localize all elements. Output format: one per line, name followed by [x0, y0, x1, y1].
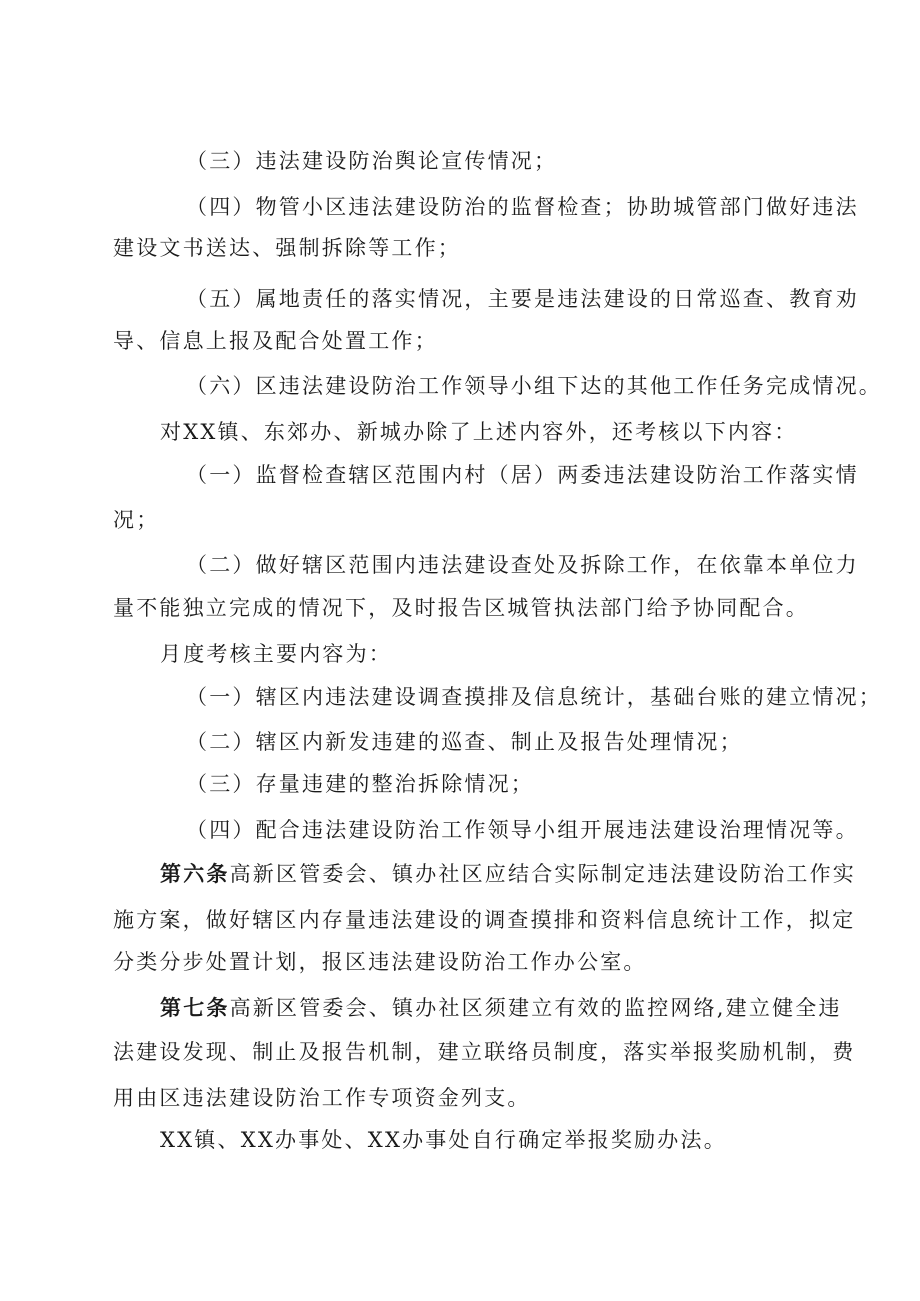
article-6-line-1: [160, 860, 856, 888]
article-6-line-3: 分类分步处置计划，报区违法建设防治工作办公室。: [113, 950, 647, 974]
article-7-line-2: 法建设发现、制止及报告机制，建立联络员制度，落实举报奖励机制，费: [113, 1040, 856, 1064]
paragraph-line: （四）配合违法建设防治工作领导小组开展违法建设治理情况等。: [186, 818, 859, 842]
closing-line: XX镇、XX办事处、XX办事处自行确定举报奖励办法。: [160, 1128, 727, 1152]
paragraph-line: （三）违法建设防治舆论宣传情况；: [186, 149, 558, 173]
article-6-text: 高新区管委会、镇办社区应结合实际制定违法建设防治工作实: [229, 862, 857, 886]
paragraph-line: （一）辖区内违法建设调查摸排及信息统计，基础台账的建立情况；: [186, 685, 882, 709]
article-7-text: 高新区管委会、镇办社区须建立有效的监控网络,建立健全违: [229, 996, 842, 1020]
paragraph-line: 况；: [113, 508, 160, 532]
paragraph-line: （二）辖区内新发违建的巡查、制止及报告处理情况；: [186, 730, 743, 754]
article-7-label: 第七条: [160, 995, 230, 1020]
article-7-line-1: [160, 994, 842, 1022]
paragraph-line: 对XX镇、东郊办、新城办除了上述内容外，还考核以下内容：: [160, 420, 798, 444]
article-6-line-2: 施方案，做好辖区内存量违法建设的调查摸排和资料信息统计工作，拟定: [113, 908, 856, 932]
paragraph-line: 导、信息上报及配合处置工作；: [113, 329, 438, 353]
paragraph-line: （二）做好辖区范围内违法建设查处及拆除工作，在依靠本单位力: [186, 553, 859, 577]
paragraph-line: （六）区违法建设防治工作领导小组下达的其他工作任务完成情况。: [186, 374, 882, 398]
paragraph-line: （五）属地责任的落实情况，主要是违法建设的日常巡查、教育劝: [186, 287, 859, 311]
paragraph-line: （一）监督检查辖区范围内村（居）两委违法建设防治工作落实情: [186, 463, 859, 487]
paragraph-line: （四）物管小区违法建设防治的监督检查；协助城管部门做好违法: [186, 195, 859, 219]
article-6-label: 第六条: [160, 861, 230, 886]
paragraph-line: 量不能独立完成的情况下，及时报告区城管执法部门给予协同配合。: [113, 596, 809, 620]
paragraph-line: 月度考核主要内容为：: [160, 642, 392, 666]
article-7-line-3: 用由区违法建设防治工作专项资金列支。: [113, 1086, 531, 1110]
paragraph-line: （三）存量违建的整治拆除情况；: [186, 772, 534, 796]
paragraph-line: 建设文书送达、强制拆除等工作；: [113, 236, 461, 260]
